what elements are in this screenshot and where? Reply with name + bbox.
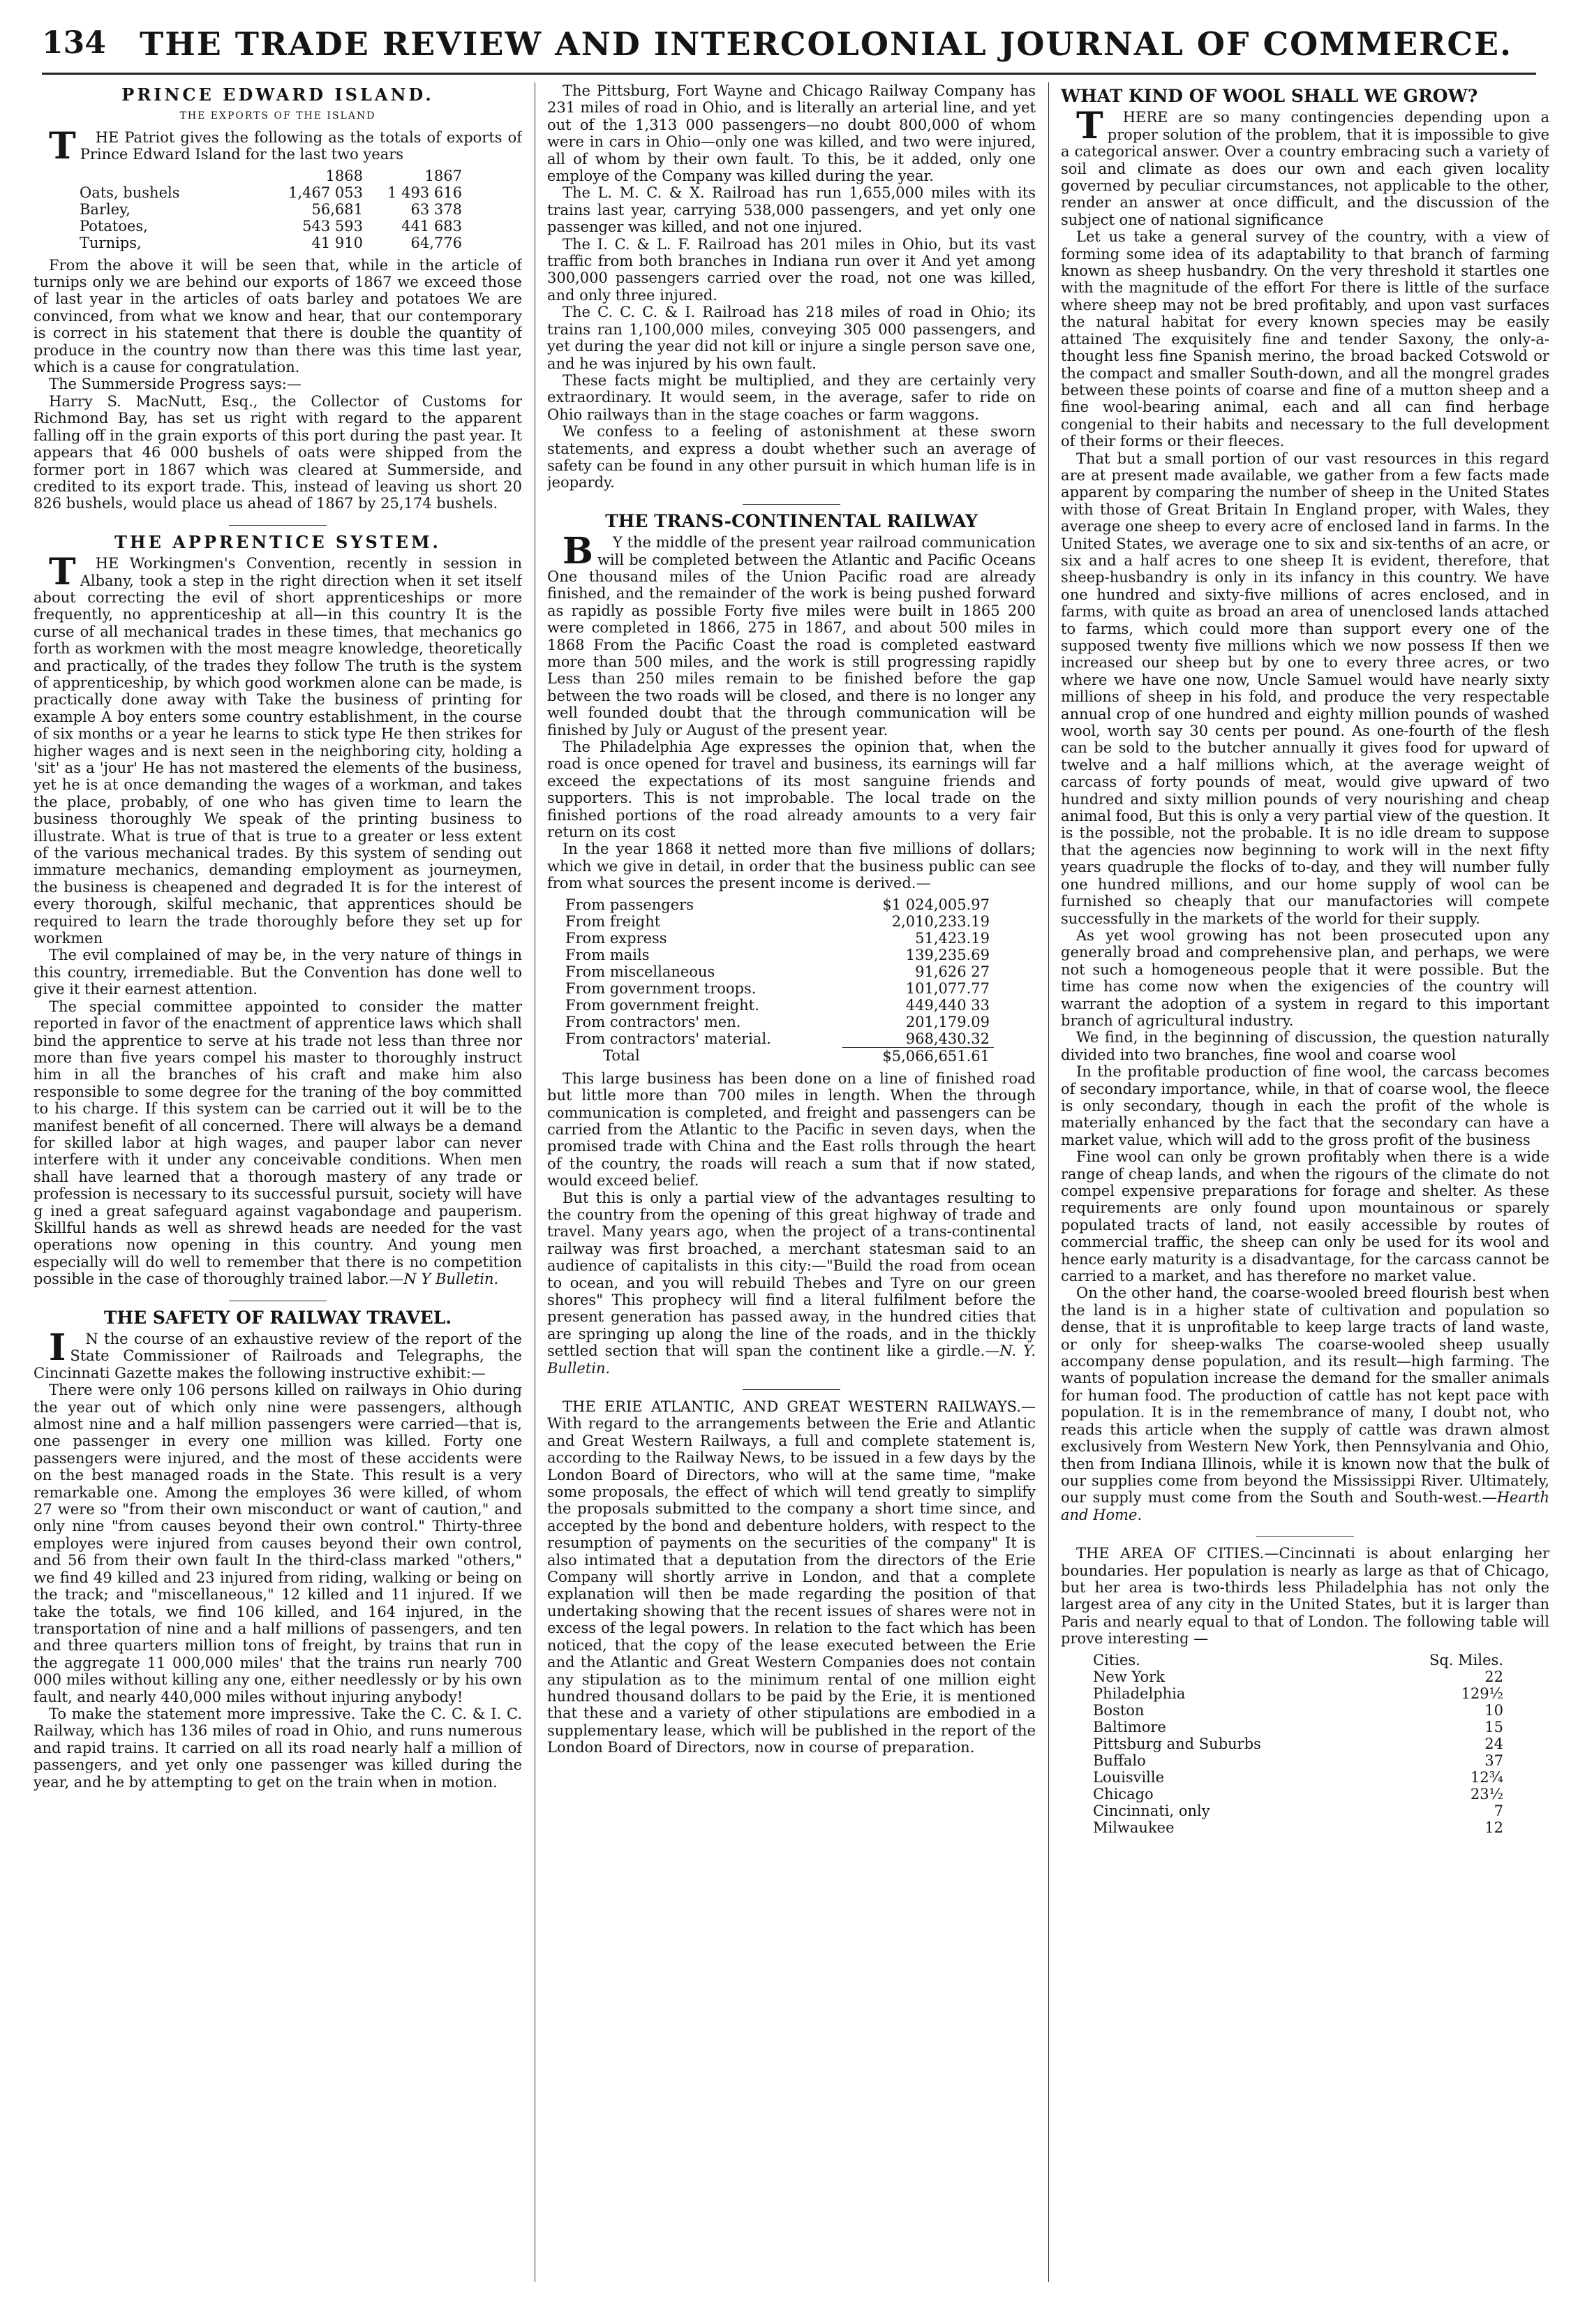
row-label: Oats, bushels — [80, 184, 180, 201]
table-row — [561, 980, 994, 997]
column-2 — [547, 82, 1036, 2296]
table-row — [561, 896, 994, 913]
paragraph: As yet wool growing has not been prosecuted upon any generally broad and comprehensive plan, and perhaps, we were not such a homogeneous people that it were possible. But the time has come now when the exigencies of the country will warrant the adoption of a system in regard to this important branch of agricultural industry. — [1061, 926, 1549, 1029]
table-row — [1089, 1769, 1508, 1786]
separator — [743, 504, 840, 505]
row-label: From government troops. — [565, 979, 757, 997]
year-header: 1867 — [424, 167, 462, 184]
cell: Pittsburg and Suburbs — [1093, 1735, 1261, 1752]
paragraph: We find, in the beginning of discussion, the question naturally divided into two branches, fine wool and coarse wool — [1061, 1029, 1549, 1063]
cell: Baltimore — [1093, 1718, 1166, 1735]
column-1 — [34, 82, 522, 2296]
row-label: From government freight. — [565, 996, 759, 1014]
cell: 129½ — [1461, 1685, 1503, 1702]
cell: 1 493 616 — [387, 184, 462, 201]
page-number: 134 — [42, 25, 106, 61]
cell: 12 — [1484, 1819, 1503, 1836]
article-pei — [34, 84, 522, 512]
column-3 — [1061, 82, 1549, 2296]
table-row — [561, 1014, 994, 1030]
table-row — [1089, 1786, 1508, 1803]
cell: 449,440 33 — [905, 996, 990, 1014]
paragraph: To make the statement more impressive. Take the C. C. & I. C. Railway, which has 136 miles of road in Ohio, and runs numerous and rapid trains. It carried on all its road nearly half a million of passengers, and yet only one passenger was killed during the year, and he by attempting to get on the train when in motion. — [34, 1705, 522, 1791]
cell: 23½ — [1470, 1785, 1503, 1803]
row-label: From freight — [565, 912, 661, 930]
paragraph: The Pittsburg, Fort Wayne and Chicago Railway Company has 231 miles of road in Ohio, and is literally an arterial line, and yet out of the 1,313 000 passengers—no doubt 800,000 of whom were in cars in Ohio—only one was killed, and two were injured, all of whom by their own fault. To this, be it added, only one employe of the Company was killed during the year. — [547, 82, 1036, 185]
row-label: From mails — [565, 946, 650, 963]
paragraph: Harry S. MacNutt, Esq., the Collector of Customs for Richmond Bay, has set us right with regard to the apparent falling off in the grain exports of this port during the past year. It appears that 46 000 bushels of oats were shipped from the former port in 1867 which was cleared at Summerside, and credited to its export trade. This, instead of leaving us short 20 826 bushels, would place us ahead of 1867 by 25,174 bushels. — [34, 392, 522, 512]
cell: 543 593 — [302, 217, 363, 235]
article-heading: THE APPRENTICE SYSTEM. — [114, 531, 441, 552]
cell: Chicago — [1093, 1785, 1154, 1803]
cell: Louisville — [1093, 1768, 1165, 1786]
cities-table — [1089, 1652, 1508, 1836]
paragraph: These facts might be multiplied, and they are certainly very extraordinary. It would seem, in the average, safer to ride on Ohio railways than in the stage coaches or farm waggons. — [547, 371, 1036, 423]
article-heading: THE TRANS-CONTINENTAL RAILWAY — [605, 510, 978, 531]
article-heading: THE SAFETY OF RAILWAY TRAVEL. — [103, 1307, 452, 1328]
paragraph — [34, 998, 522, 1288]
paragraph: In the profitable production of fine wool, the carcass becomes of secondary importance, while, in that of coarse wool, the fleece is only secondary, though in each the profit of the whole is materially enhanced by the fact that the secondary can have a market value, which will add to the gross profit of the business — [1061, 1063, 1549, 1148]
column-header: Sq. Miles. — [1429, 1651, 1503, 1668]
table-row — [561, 947, 994, 963]
cell: 10 — [1484, 1701, 1503, 1719]
cell: Milwaukee — [1093, 1819, 1175, 1836]
paragraph: Fine wool can only be grown profitably when there is a wide range of cheap lands, and when the rigours of the climate do not compel expensive preparations for forage and shelter. As these requirements are only found upon mountainous or sparely populated tracts of land, not easily accessible by routes of commercial traffic, the sheep can only be used for its wool and hence early maturity is a disadvantage, for the carcass cannot be carried to a market, and has therefore no market value. — [1061, 1148, 1549, 1285]
cell: New York — [1093, 1668, 1165, 1685]
article-heading: WHAT KIND OF WOOL SHALL WE GROW? — [1061, 86, 1478, 106]
article-railway-safety-cont — [547, 82, 1036, 491]
article-heading: PRINCE EDWARD ISLAND. — [121, 84, 434, 105]
row-label: Turnips, — [80, 234, 142, 251]
paragraph: IN the course of an exhaustive review of the report of the State Commissioner of Railroads and Telegraphs, the Cincinnati Gazette makes the following instructive exhibit:— — [34, 1326, 522, 1382]
table-row — [1089, 1668, 1508, 1685]
article-wool — [1061, 88, 1549, 1523]
table-row — [561, 963, 994, 980]
cell: 441 683 — [401, 217, 462, 235]
masthead-rule — [42, 73, 1536, 75]
column-header: Cities. — [1093, 1651, 1140, 1668]
paragraph: Let us take a general survey of the country, with a view of forming some idea of its adaptability to that branch of farming known as sheep husbandry. On the very threshold it startles one with the magnitude of the effort For there is little of the surface where sheep may not be bred profitably, and upon vast surfaces the natural habitat for every known species may be easily attained The exquisitely fine and tender Saxony, the only-a-thought less fine Spanish merino, the broad backed Cotswold or the compact and smaller South-down, and all the mongrel grades between these points of coarse and fine of a mutton sheep and a fine wool-bearing animal, each and all can find herbage congenial to their habits and necessary to the full development of their forms or their fleeces. — [1061, 228, 1549, 450]
total-row — [561, 1047, 994, 1065]
cell: $1 024,005.97 — [882, 896, 990, 913]
article-apprentice — [34, 531, 522, 1288]
masthead — [42, 21, 1536, 75]
separator — [229, 525, 327, 526]
cell: 91,626 27 — [915, 963, 990, 980]
table-row — [561, 997, 994, 1014]
paragraph: The C. C. C. & I. Railroad has 218 miles of road in Ohio; its trains ran 1,100,000 miles, conveying 305 000 passengers, and yet during the year did not kill or injure a single person save one, and he was injured by his own fault. — [547, 304, 1036, 372]
total-label: Total — [603, 1047, 640, 1065]
paragraph: The I. C. & L. F. Railroad has 201 miles in Ohio, but its vast traffic from both branches in Indiana run over it And yet among 300,000 passengers carried over the road, not one was killed, and only three injured. — [547, 235, 1036, 304]
cell: Boston — [1093, 1701, 1145, 1719]
row-label: From miscellaneous — [565, 963, 715, 980]
signature: N Y Bulletin. — [403, 1271, 499, 1288]
table-row — [75, 201, 466, 218]
cell: 24 — [1484, 1735, 1503, 1752]
cell: 22 — [1484, 1668, 1503, 1685]
table-row — [1089, 1803, 1508, 1819]
article-railway-safety — [34, 1307, 522, 1791]
table-row — [561, 930, 994, 947]
paragraph: BY the middle of the present year railroad communication will be completed between the Atlantic and Pacific Oceans One thousand miles of the Union Pacific road are already finished, and the remainder of the work is being pushed forward as rapidly as possible Forty five miles were built in 1865 200 were completed in 1866, 275 in 1867, and about 500 miles in 1868 From the Pacific Coast the road is completed eastward more than 500 miles, and the work is still progressing rapidly Less than 250 miles remain to be finished before the gap between the two roads will be closed, and there is no longer any well founded doubt that the through communication will be finished by July or August of the present year. — [547, 530, 1036, 739]
article-subheading: THE EXPORTS OF THE ISLAND — [179, 110, 376, 122]
row-label: From contractors' men. — [565, 1013, 741, 1030]
paragraph: In the year 1868 it netted more than five millions of dollars; which we give in detail, in order that the business public can see from what sources the present income is derived.— — [547, 841, 1036, 892]
table-row — [1089, 1819, 1508, 1836]
table-header-row — [75, 168, 466, 184]
table-header-row — [1089, 1652, 1508, 1668]
paragraph: The evil complained of may be, in the very nature of things in this country, irremediable. But the Convention has done well to give it their earnest attention. — [34, 947, 522, 998]
exports-table — [75, 168, 466, 251]
row-label: From contractors' material. — [565, 1030, 771, 1047]
cell: 64,776 — [410, 234, 462, 251]
row-label: From express — [565, 929, 667, 947]
paragraph-text: But this is only a partial view of the advantages resulting to the country from the opening of this great highway of trade and travel. Many years ago, when the project of a trans-continental railway was first broached, a merchant statesman said to an audience of capitalists in this city:—"Build the road from ocean to ocean, and you will rebuild Thebes and Tyre on our green shores" This prophecy will find a literal fulfilment before the present generation has passed away, in the hundred cities that are springing up along the line of the roads, and in the thickly settled section that will span the continent like a girdle.— — [547, 1189, 1036, 1360]
separator — [743, 1389, 840, 1390]
cell: 63 378 — [410, 200, 462, 218]
journal-title: THE TRADE REVIEW AND INTERCOLONIAL JOURNAL OF COMMERCE. — [140, 25, 1513, 63]
paragraph: There were only 106 persons killed on railways in Ohio during the year out of which only nine were passengers, although almost nine and a half million passengers were carried—that is, one passenger in every one million was killed. Forty one passengers were injured, and the most of these accidents were on the best managed roads in the State. This result is a very remarkable one. Among the employes 36 were killed, of whom 27 were so "from their own misconduct or want of caution," and only nine "from causes beyond their own control." Thirty-three employes were injured from causes beyond their own control, and 56 from their own fault In the third-class marked "others," we find 49 killed and 23 injured from riding, walking or being on the track; and "miscellaneous," 12 killed and 11 injured. If we take the totals, we find 106 killed, and 164 injured, in the transportation of nine and a half millions of passengers, and ten and three quarters million tons of freight, by trains that run in the aggregate 11 000,000 miles' that the trains run nearly 700 000 miles without killing any one, either needlessly or by his own fault, and nearly 440,000 miles without injuring anybody! — [34, 1382, 522, 1705]
paragraph — [1061, 1285, 1549, 1523]
paragraph: THE Workingmen's Convention, recently in session in Albany, took a step in the right direction when it set itself about correcting the evil of short apprenticeships or more frequently, no apprenticeship at all—in this country It is the curse of all mechanical trades in these times, that mechanics go forth as workmen with the most meagre knowledge, theoretically and practically, of the trades they follow The truth is the system of apprenticeship, by which good workmen alone can be made, is practically done away with Take the business of printing for example A boy enters some country establishment, in the course of six months or a year he learns to stick type He then strikes for higher wages and is next seen in the neighboring city, holding a 'sit' as a 'jour' He has not mastered the elements of the business, yet he is at once demanding the wages of a workman, and takes the place, probably, of one who has given time to learn the business thoroughly We speak of the printing business to illustrate. What is true of that is true to a greater or less extent of the various mechanical trades. By this system of sending out immature mechanics, demanding employment as journeymen, the business is cheapened and degraded It is for the interest of every thorough, skilful mechanic, that apprentices should be required to learn the trade thoroughly before they set up for workmen — [34, 551, 522, 947]
paragraph: That but a small portion of our vast resources in this regard are at present made available, we gather from a few facts made apparent by comparing the number of sheep in the United States with those of Great Britain In England proper, with Wales, they average one sheep to every acre of enclosed land in farms. In the United States, we average one to six and six-tenths of an acre, or six and a half acres to one sheep It is evident, therefore, that sheep-husbandry is only in its infancy in this country. We have one hundred and sixty-five millions of acres enclosed, and in farms, with quite as broad an area of unenclosed lands attached to farms, which could more than support every one of the supposed twenty five millions which we now possess If then we increased our sheep but by one to every three acres, or two where we have one now, Uncle Samuel would have nearly sixty millions of sheep in his fold, and produce the very respectable annual crop of one hundred and eighty million pounds of washed wool, worth say 30 cents per pound. As one-fourth of the flesh can be sold to the butcher annually it gives food for upward of twelve and a half millions which, at the average weight of carcass of forty pounds of meat, would give upward of two hundred and sixty million pounds of very nourishing and cheap animal food, But this is only a very partial view of the question. It is the possible, not the probable. It is no idle dream to suppose that the agencies now beginning to work will in the next fifty years quadruple the flocks of to-day, and they will number fully one hundred millions, and our home supply of wool can be furnished so cheaply that our manufactories will compete successfully in the markets of the world for their supply. — [1061, 450, 1549, 927]
cell: Buffalo — [1093, 1752, 1146, 1769]
cell: 12¾ — [1470, 1768, 1503, 1786]
signature: Hearth and Home. — [1061, 1489, 1549, 1523]
total-value: $5,066,651.61 — [842, 1047, 994, 1065]
cell: 41 910 — [311, 234, 363, 251]
year-header: 1868 — [325, 167, 363, 184]
cell: Philadelphia — [1093, 1685, 1186, 1702]
article-transcontinental — [547, 510, 1036, 1377]
cell: 56,681 — [311, 200, 363, 218]
paragraph: THE ERIE ATLANTIC, AND GREAT WESTERN RAILWAYS.—With regard to the arrangements between the Erie and Atlantic and Great Western Railways, a full and complete statement is, according to the Railway News, to be issued in a few days by the London Board of Directors, who will at the same time, "make some proposals, the effect of which will tend greatly to simplify the proposals submitted to the company a short time since, and accepted by the bond and debenture holders, with respect to the resumption of payments on the securities of the company" It is also intimated that a deputation from the directors of the Erie Company will shortly arrive in London, and that a complete explanation will then be made regarding the position of that undertaking showing that the recent issues of shares were not in excess of the legal powers. In relation to the fact which has been noticed, that the copy of the lease executed between the Erie and the Atlantic and Great Western Companies does not contain any stipulation as to the minimum rental of one million eight hundred thousand dollars to be paid by the Erie, it is mentioned that these and a variety of other stipulations are embodied in a supplementary lease, which will be published in the report of the London Board of Directors, now in course of preparation. — [547, 1398, 1036, 1756]
cell: 51,423.19 — [915, 929, 990, 947]
cell: 37 — [1484, 1752, 1503, 1769]
paragraph: THERE are so many contingencies depending upon a proper solution of the problem, that it is impossible to give a categorical answer. Over a country embracing such a variety of soil and climate as does our own and each given locality governed by peculiar circumstances, not applicable to the other, render an answer at once difficult, and the discussion of the subject one of national significance — [1061, 105, 1549, 228]
row-label: From passengers — [565, 896, 694, 913]
paragraph — [547, 1190, 1036, 1377]
cell: Cincinnati, only — [1093, 1802, 1210, 1819]
table-row — [1089, 1752, 1508, 1769]
table-row — [75, 218, 466, 235]
table-row — [561, 1030, 994, 1048]
cell: 2,010,233.19 — [891, 912, 990, 930]
table-row — [1089, 1735, 1508, 1752]
signature: N. Y. Bulletin. — [547, 1342, 1036, 1377]
paragraph: THE Patriot gives the following as the totals of exports of Prince Edward Island for the last two years — [49, 124, 522, 168]
table-row — [1089, 1719, 1508, 1735]
paragraph: We confess to a feeling of astonishment at these sworn statements, and express a doubt whether such an average of safety can be found in any other pursuit in which human life is in jeopardy. — [547, 423, 1036, 491]
cell: 15 — [1484, 1718, 1503, 1735]
table-row — [1089, 1685, 1508, 1702]
cell: 201,179.09 — [905, 1013, 990, 1030]
cell: 968,430.32 — [905, 1030, 990, 1047]
row-label: Barley, — [80, 200, 131, 218]
article-cities — [1061, 1545, 1549, 1835]
table-row — [75, 235, 466, 251]
cell: 139,235.69 — [905, 946, 990, 963]
paragraph-text: The special committee appointed to consider the matter reported in favor of the enactment of apprentice laws which shall bind the apprentice to serve at his trade not less than three nor more than five years compel his master to thoroughly instruct him in all the branches of his craft and make him also responsible to some degree for the traning of the boy committed to his charge. If this system can be carried out it will be to the manifest benefit of all concerned. There will always be a demand for skilled labor at high wages, and pauper labor can never interfere with it under any conceivable conditions. When men shall have learned that a thorough mastery of any trade or profession is necessary to its successful pursuit, society will have g ined a great safeguard against vagabondage and pauperism. Skillful hands as well as shrewd heads are needed for the vast operations now opening in this country. And young men especially will do well to remember that there is no competition possible in the case of thoroughly trained labor.— — [34, 998, 522, 1288]
paragraph: THE AREA OF CITIES.—Cincinnati is about enlarging her boundaries. Her population is nearly as large as that of Chicago, but her area is two-thirds less Philadelphia has not only the largest area of any city in the United States, but it is larger than Paris and nearly equal to that of London. The following table will prove interesting — — [1061, 1545, 1549, 1648]
table-row — [75, 184, 466, 201]
paragraph-text: On the other hand, the coarse-wooled breed flourish best when the land is in a higher state of cultivation and population so dense, that it is unprofitable to keep large tracts of land waste, or only for sheep-walks The coarse-wooled sheep usually accompany dense population, and its result—high farming. The wants of population increase the demand for the smaller animals for human food. The production of cattle has not kept pace with population. It is in the remembrance of many, I doubt not, who reads this article when the supply of cattle was drawn almost exclusively from Western New York, then Pennsylvania and Ohio, then from Indiana Illinois, while it is known now that the bulk of our supplies come from beyond the Mississippi River. Ultimately, our supply must come from the South and South-west.— — [1061, 1285, 1549, 1507]
table-row — [1089, 1702, 1508, 1719]
cell: 1,467 053 — [288, 184, 363, 201]
article-erie — [547, 1398, 1036, 1756]
table-row — [561, 913, 994, 930]
separator — [1256, 1536, 1354, 1537]
paragraph: The Summerside Progress says:— — [49, 376, 302, 393]
cell: 101,077.77 — [905, 979, 990, 997]
paragraph: This large business has been done on a line of finished road but little more than 700 miles in length. When the through communication is completed, and freight and passengers can be carried from the Atlantic to the Pacific in seven days, when the promised trade with China and the East rolls through the heart of the country, the roads will reach a sum that if now stated, would exceed belief. — [547, 1070, 1036, 1190]
column-divider — [1048, 82, 1049, 2282]
row-label: Potatoes, — [80, 217, 148, 235]
cell: 7 — [1494, 1802, 1503, 1819]
income-table — [561, 896, 994, 1065]
paragraph: The Philadelphia Age expresses the opinion that, when the road is once opened for travel and business, its earnings will far exceed the expectations of its most sanguine friends and supporters. This is not improbable. The local trade on the finished portions of the road already amounts to a very fair return on its cost — [547, 739, 1036, 841]
paragraph: From the above it will be seen that, while in the article of turnips only we are behind our exports of 1867 we exceed those of last year in the articles of oats barley and potatoes We are convinced, from what we know and hear, that our contemporary is correct in his statement that there is double the quantity of produce in the country now than there was this time last year, which is a cause for congratulation. — [34, 256, 522, 376]
paragraph: The L. M. C. & X. Railroad has run 1,655,000 miles with its trains last year, carrying 538,000 passengers, and yet only one passenger was killed, and not one injured. — [547, 184, 1036, 236]
